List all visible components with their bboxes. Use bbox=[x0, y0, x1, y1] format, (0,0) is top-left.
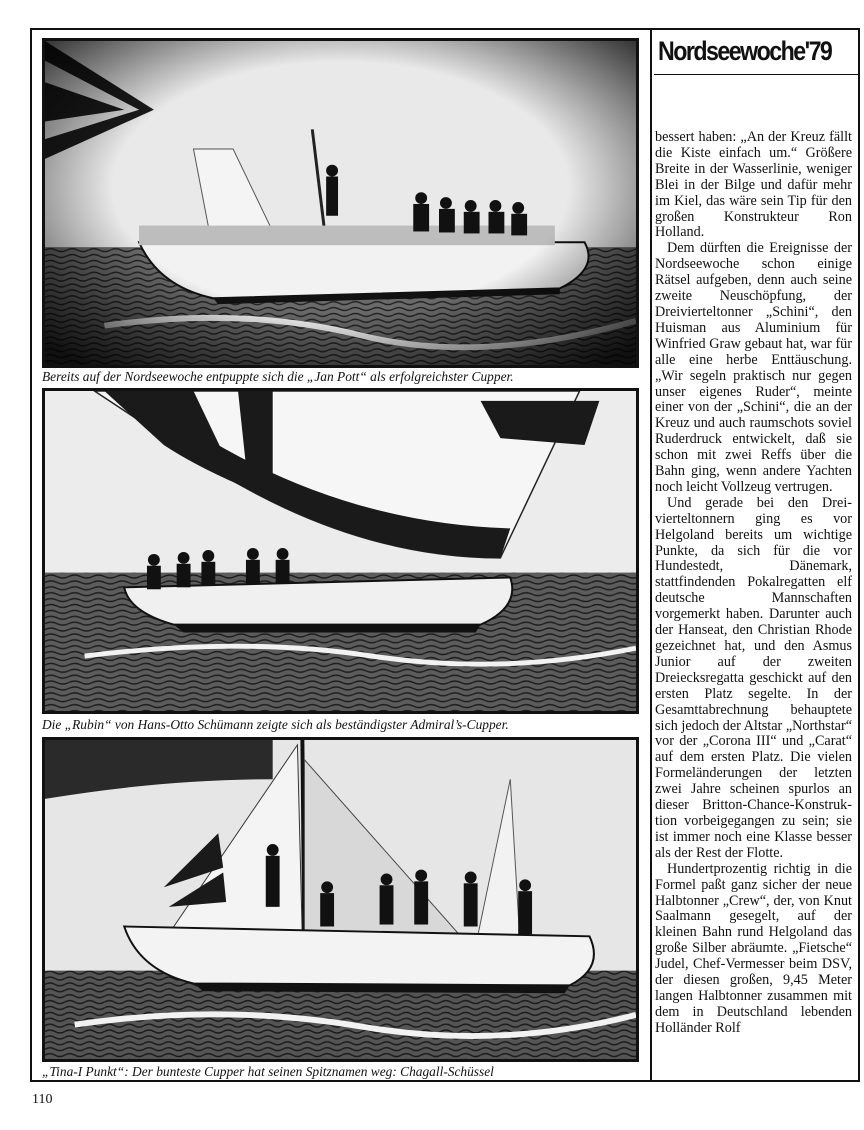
section-masthead bbox=[654, 30, 858, 75]
masthead-title: Nordseewoche'79 bbox=[658, 36, 832, 66]
photo-caption: Die „Rubin“ von Hans-Otto Schümann zeigte sich als beständigster Admiral’s-Cupper. bbox=[42, 717, 509, 732]
photo-jan-pott-image bbox=[45, 41, 636, 365]
photo-tina-i-punkt-image bbox=[45, 740, 636, 1059]
article-paragraph: Dem dürften die Ereignisse der Nordseewoche schon einige Rätsel aufgeben, denn auch seine zweite Neuschöpfung, der Dreivierteltonner „Schini“, den Huisman aus Aluminium für Winfried Graw gebaut hat, war für alle eine herbe Enttäuschung. „Wir segeln praktisch nur gegen unser eigenes Ruder“, meinte einer von der „Schini“, die an der Kreuz und auch raumschots soviel Ruderdruck entwickelt, daß sie schon mit zwei Reffs über die Bahn ging, wenn andere Yachten noch leicht Vollzeug vertrugen. bbox=[655, 240, 852, 495]
article-body bbox=[655, 130, 852, 1037]
photo-jan-pott bbox=[42, 38, 639, 368]
article-paragraph: Hundertprozentig richtig in die Formel paßt ganz sicher der neue Halbtonner „Crew“, der, von Knut Saalmann gesegelt, auf der kleinen Bahn rund Helgoland das große Silber abräumte. „Fietsche“ Judel, Chef-Vermesser beim DSV, der diesen großen, 9,45 Meter langen Halbtonner zusammen mit dem in Deutschland lebenden Holländer Rolf bbox=[655, 860, 852, 1036]
photo-rubin-image bbox=[45, 391, 636, 711]
article-paragraph: bessert haben: „An der Kreuz fällt die Kiste einfach um.“ Größere Breite in der Wasserlinie, weniger Blei in der Bilge und dafür mehr im Kiel, das wäre sein Tip für den großen Konstrukteur Ron Holland. bbox=[655, 129, 852, 241]
page-number: 110 bbox=[32, 1092, 53, 1107]
photo-tina-i-punkt bbox=[42, 737, 639, 1062]
photo-rubin bbox=[42, 388, 639, 714]
article-paragraph: Und gerade bei den Dreivierteltonnern ging es vor Helgoland bereits um wichtige Punkte, da sich für die vor Hundestedt, Dänemark, stattfindenden Pokalregatten elf deutsche Mannschaften vorgemerkt haben. Darunter auch der Hanseat, den Christian Rhode gezeichnet hat, und den Asmus Junior auf der zweiten Dreiecksregatta geschickt auf den ersten Platz segelte. In der Gesamttabrechnung behauptete sich jedoch der Altstar „Northstar“ vor der „Corona III“ und „Carat“ auf dem ersten Platz. Die vielen Formeländerungen der letzten zwei Jahre scheinen spurlos an dieser Britton-Chance-Konstruktion vorbeigegangen zu sein; sie ist immer noch eine Klasse besser als der Rest der Flotte. bbox=[655, 494, 852, 861]
column-divider bbox=[650, 28, 652, 1082]
photo-caption: Bereits auf der Nordseewoche entpuppte sich die „Jan Pott“ als erfolgreichster Cupper. bbox=[42, 369, 514, 384]
photo-caption: „Tina-I Punkt“: Der bunteste Cupper hat seinen Spitznamen weg: Chagall-Schüssel bbox=[42, 1064, 494, 1079]
